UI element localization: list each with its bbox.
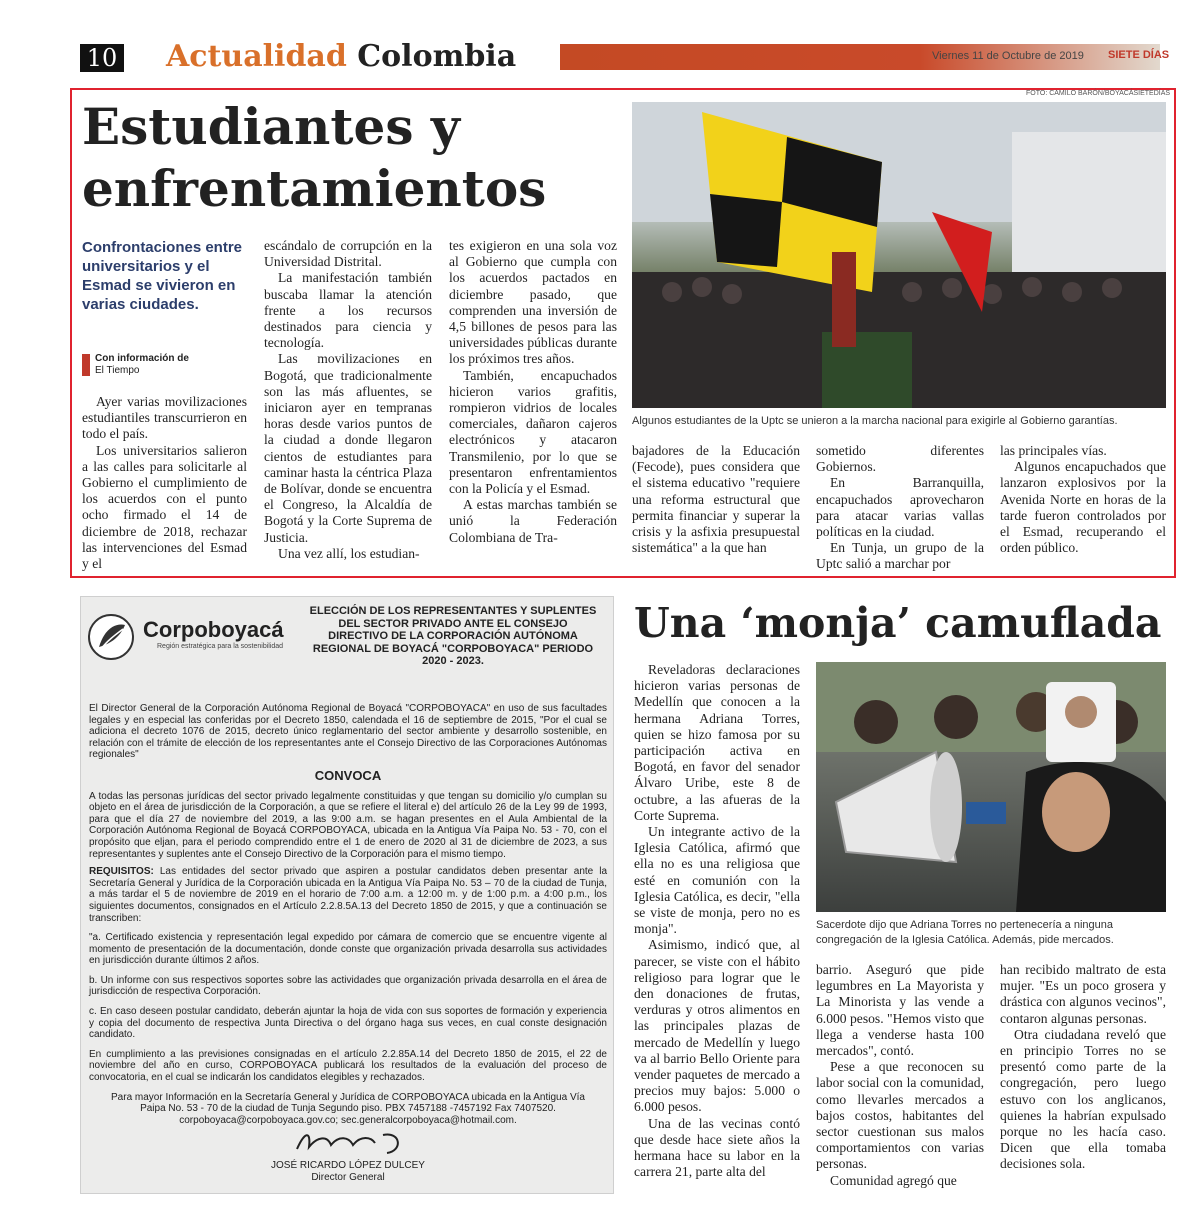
section-word-actualidad: Actualidad — [166, 39, 347, 74]
paragraph: Los universitarios salieron a las calles para solicitarle al Gobierno el cumplimiento de los acuerdos con el punto ocho firmado el 14 de diciembre de 2018, rechazar las intervenciones del Esmad y el — [82, 442, 247, 572]
paragraph: Las movilizaciones en Bogotá, que tradicionalmente son las más afluentes, se iniciaron ayer en tempranas horas desde varios puntos de la ciudad a donde llegaron cientos de estudiantes para caminar hasta la céntrica Plaza de Bolívar, donde se encuentra el Congreso, la Alcaldía de Bogotá y la Corte Suprema de Justicia. — [264, 351, 432, 545]
story1-col-1 — [82, 394, 247, 572]
ad-req-label: REQUISITOS: — [89, 866, 154, 878]
source-marker — [82, 354, 90, 376]
brand-logo: SIETE DÍAS — [1108, 49, 1170, 61]
logo-name: Corpoboyacá — [143, 617, 284, 642]
logo-tagline: Región estratégica para la sostenibilidad — [157, 643, 284, 650]
signer-title: Director General — [311, 1172, 385, 1183]
page-header — [80, 40, 1170, 74]
title-line-2: enfrentamientos — [82, 159, 547, 218]
paragraph: También, encapuchados hicieron varios grafitis, rompieron vidrios de locales comerciales, dañaron cajeros electrónicos y atacaron Transmilenio, por lo que se presentaron enfrentamientos con la Policía y el Esmad. — [449, 367, 617, 497]
leaf-emblem-icon — [87, 613, 135, 661]
ad-body — [89, 703, 607, 1126]
section-word-colombia: Colombia — [357, 39, 517, 74]
paragraph: En Barranquilla, encapuchados aprovecharon para atacar varias vallas políticas en la ciudad. — [816, 475, 984, 540]
paragraph: han recibido maltrato de esta mujer. "Es un poco grosera y drástica con algunos vecinos", contaron algunas personas. — [1000, 962, 1166, 1026]
paragraph: Asimismo, indicó que, al parecer, se viste con el hábito religioso para lograr que le den donaciones de frutas, verduras y otros alimentos en las principales plazas de mercado de Medellín y luego va al barrio Bello Oriente para vender paquetes de mercado a precios muy bajos: 5.000 o 6.000 pesos. — [634, 937, 800, 1115]
story2-col-3 — [1000, 962, 1166, 1173]
paragraph: Algunos encapuchados que lanzaron explosivos por la Avenida Norte en horas de la tarde fueron controlados por el Esmad, recuperando el orden público. — [1000, 459, 1166, 556]
story2-photo-caption: Sacerdote dijo que Adriana Torres no pertenecería a ninguna congregación de la Iglesia Católica. Además, pide mercados. — [816, 919, 1114, 946]
story1-title — [82, 96, 622, 220]
ad-intro: El Director General de la Corporación Autónoma Regional de Boyacá "CORPOBOYACA" en uso de sus facultades legales y en especial las conferidas por el Decreto 1850, calendada el 16 de septiembre de 2015, "Por el cual se adiciona el decreto 1076 de 2015, decreto único reglamentario del sector ambiente y desarrollo sostenible, en relación con el trámite de elección de los representantes ante el Consejo Directivo de las Corporaciones Autónomas regionales" — [89, 703, 607, 761]
paragraph: Una de las vecinas contó que desde hace siete años la hermana hace su labor en la carrera 21, parte alta del — [634, 1115, 800, 1180]
ad-logo — [87, 613, 302, 663]
signature-mark — [291, 1127, 431, 1157]
story1-col-3 — [449, 238, 617, 546]
story2-col-1 — [634, 662, 800, 1181]
story1-photo — [632, 102, 1166, 408]
ad-requisitos — [89, 866, 607, 924]
paragraph: barrio. Aseguró que pide legumbres en La Mayorista y La Minorista y las vende a 6.000 pesos. "Hemos visto que llega a venderse hasta 100 mercados", contó. — [816, 962, 984, 1059]
ad-heading: ELECCIÓN DE LOS REPRESENTANTES Y SUPLENTES DEL SECTOR PRIVADO ANTE EL CONSEJO DIRECTIVO DE LA CORPORACIÓN AUTÓNOMA REGIONAL DE BOYACÁ "CORPOBOYACA" PERIODO 2020 - 2023. — [309, 605, 597, 668]
ad-contact: Para mayor Información en la Secretaría General y Jurídica de CORPOBOYACA ubicada en la Antigua Vía Paipa No. 53 - 70 de la ciudad de Tunja Segundo piso. PBX 7457188 -7457192 Fax 7407520. corpoboyaca@corpoboyaca.gov.co; sec.generalcorpoboyaca@hotmail.com. — [111, 1091, 585, 1126]
header-date: Viernes 11 de Octubre de 2019 — [932, 50, 1084, 62]
story1-col-4 — [632, 443, 800, 556]
source-label: Con información de — [95, 353, 189, 364]
paragraph: tes exigieron en una sola voz al Gobierno que cumpla con los acuerdos pactados en diciembre pasado, que comprenden una inversión de 4,5 billones de pesos para las universidades públicas durante los próximos tres años. — [449, 238, 617, 367]
paragraph: Reveladoras declaraciones hicieron varias personas de Medellín que conocen a la hermana Adriana Torres, quien se hizo famosa por su participación activa en Bogotá, en favor del senador Álvaro Uribe, este 8 de octubre, a las afueras de la Corte Suprema. — [634, 662, 800, 823]
paragraph: escándalo de corrupción en la Universidad Distrital. — [264, 238, 432, 270]
story2-col-2 — [816, 962, 984, 1189]
story1-col-6 — [1000, 443, 1166, 556]
story1-deck: Confrontaciones entre universitarios y el Esmad se vivieron en varias ciudades. — [82, 239, 243, 313]
story2-title: Una ‘monja’ camuflada — [634, 599, 1162, 647]
paragraph: Una vez allí, los estudian- — [278, 545, 420, 561]
ad-convoca: CONVOCA — [314, 767, 382, 783]
story1-col-5 — [816, 443, 984, 573]
paragraph: las principales vías. — [1000, 443, 1107, 458]
paragraph: Ayer varias movilizaciones estudiantiles transcurrieron en todo el país. — [82, 394, 247, 442]
signer-name: JOSÉ RICARDO LÓPEZ DULCEY — [271, 1160, 425, 1171]
paragraph: La manifestación también buscaba llamar la atención frente a los recursos destinados para ciencia y tecnología. — [264, 270, 432, 351]
page-number: 10 — [80, 44, 124, 72]
paragraph: Un integrante activo de la Iglesia Católica, afirmó que ella no es una religiosa que esté en comunión con la Iglesia Católica, es decir, "ella se viste de monja, pero no es monja". — [634, 824, 800, 937]
ad-item-a: "a. Certificado existencia y representación legal expedido por cámara de comercio que se encuentre vigente al momento de presentación de la documentación, donde conste que organización privada desarrolla sus actividades en jurisdicción durante últimos 2 años. — [89, 932, 607, 967]
ad-item-c: c. En caso deseen postular candidato, deberán ajuntar la hoja de vida con sus soportes de formación y experiencia y copia del documento de respectiva Junta Directiva o del órgano haga sus veces, en cual conste designación candidato. — [89, 1006, 607, 1041]
paragraph: Otra ciudadana reveló que en principio Torres no se presentó como parte de la congregación, pero luego estuvo con los anglicanos, quienes la habrían expulsado porque no les hacía caso. Dicen que ella tomaba decisiones sola. — [1000, 1026, 1166, 1172]
paragraph: bajadores de la Educación (Fecode), pues considera que el sistema educativo "requiere una reforma estructural que permita financiar y superar la crisis y la asfixia presupuestal sistemática" a la que han — [632, 443, 800, 556]
corpoboyaca-ad — [80, 596, 614, 1194]
story2-photo — [816, 662, 1166, 912]
ad-paragraph: En cumplimiento a las previsiones consignadas en el artículo 2.2.85A.14 del Decreto 1850 de 2015, el 22 de noviembre del año en curso, CORPOBOYACA publicará los resultados de la evaluación del proceso de convocatoria, en el cual se indicarán los candidatos elegibles y rechazados. — [89, 1048, 607, 1084]
section-title — [166, 40, 516, 74]
title-line-1: Estudiantes y — [82, 97, 460, 156]
paragraph: En Tunja, un grupo de la Uptc salió a marchar por — [816, 540, 984, 572]
source-name: El Tiempo — [95, 365, 140, 376]
paragraph: sometido diferentes Gobiernos. — [816, 443, 984, 475]
story1-photo-caption: Algunos estudiantes de la Uptc se unieron a la marcha nacional para exigirle al Gobierno garantías. — [632, 415, 1118, 427]
paragraph: A estas marchas también se unió la Federación Colombiana de Tra- — [449, 497, 617, 545]
source-tag — [82, 353, 242, 377]
paragraph: Comunidad agregó que — [830, 1172, 957, 1188]
ad-req-text: Las entidades del sector privado que aspiren a postular candidatos deben presentar ante la Secretaría General y Jurídica de la Corporación ubicada en la Antigua Vía Paipa No. 53 – 70 de la ciudad de Tunja, a más tardar el 5 de noviembre de 2019 en el horario de 7:00 a.m. a 12:00 m. y de 1:00 p.m. a 4:00 p.m., los siguientes documentos, consignados en el Artículo 2.2.8.5A.13 del Decreto 1850 de 2015, y que a continuación se transcriben: — [89, 866, 608, 924]
story1-col-2 — [264, 238, 432, 562]
paragraph: Pese a que reconocen su labor social con la comunidad, como llevarles mercados a bajos costos, habitantes del sector cuestionan sus malos comportamientos con varias personas. — [816, 1059, 984, 1172]
photo-credit: FOTO: CAMILO BARÓN/BOYACÁSIETEDÍAS — [1026, 90, 1171, 97]
ad-item-b: b. Un informe con sus respectivos soportes sobre las actividades que organización privada desarrolla en el área de jurisdicción de respectiva Corporación. — [89, 974, 607, 998]
ad-paragraph: A todas las personas jurídicas del sector privado legalmente constituidas y que tengan su domicilio y/o cumplan su objeto en el área de jurisdicción de la Corporación, a que se refiere el literal e) del artículo 26 de la Ley 99 de 1993, para que el día 27 de noviembre del 2019, a las 9:00 a.m. se hagan presentes en el Aula Ambiental de la Corporación Autónoma Regional de Boyacá CORPOBOYACA, ubicada en la Antigua Vía Paipa No. 53 - 70, con el propósito que eljan, para el periodo comprendido entre el 1 de enero de 2020 al 31 de diciembre de 2023, a sus representantes y suplentes ante el Consejo Directivo de la Corporación para el mismo tiempo. — [89, 790, 607, 860]
